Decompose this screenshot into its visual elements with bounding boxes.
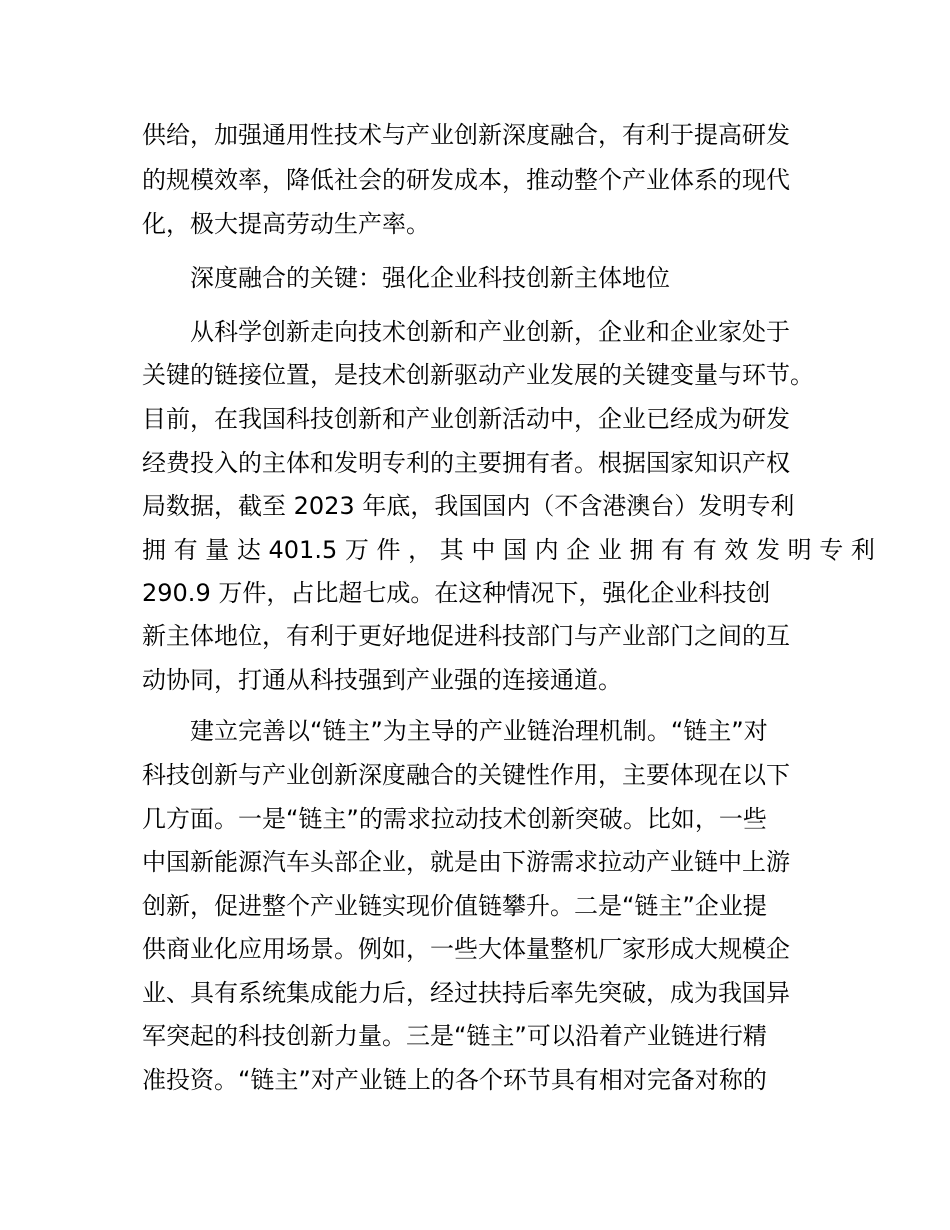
text-line: 拥 有 量 达 401.5 万 件 ， 其 中 国 内 企 业 拥 有 有 效 发 明 专 利 (142, 536, 875, 564)
text-line: 准投资。“链主”对产业链上的各个环节具有相对完备对称的 (142, 1066, 767, 1094)
text-line: 290.9 万件，占比超七成。在这种情况下，强化企业科技创 (142, 579, 771, 607)
text-line: 新主体地位，有利于更好地促进科技部门与产业部门之间的互 (142, 622, 790, 650)
text-line: 从科学创新走向技术创新和产业创新，企业和企业家处于 (190, 318, 790, 346)
text-line: 中国新能源汽车头部企业，就是由下游需求拉动产业链中上游 (142, 848, 790, 876)
text-line: 化，极大提高劳动生产率。 (142, 210, 430, 238)
text-line: 业、具有系统集成能力后，经过扶持后率先突破，成为我国异 (142, 979, 790, 1007)
text-line: 目前，在我国科技创新和产业创新活动中，企业已经成为研发 (142, 405, 790, 433)
text-line: 局数据，截至 2023 年底，我国国内（不含港澳台）发明专利 (142, 492, 795, 520)
text-line: 科技创新与产业创新深度融合的关键性作用，主要体现在以下 (142, 761, 790, 789)
text-line: 经费投入的主体和发明专利的主要拥有者。根据国家知识产权 (142, 449, 790, 477)
section-heading: 深度融合的关键：强化企业科技创新主体地位 (190, 264, 670, 292)
text-line: 供商业化应用场景。例如，一些大体量整机厂家形成大规模企 (142, 935, 790, 963)
text-line: 建立完善以“链主”为主导的产业链治理机制。“链主”对 (190, 717, 768, 745)
text-line: 创新，促进整个产业链实现价值链攀升。二是“链主”企业提 (142, 892, 767, 920)
text-line: 动协同，打通从科技强到产业强的连接通道。 (142, 666, 622, 694)
text-line: 的规模效率，降低社会的研发成本，推动整个产业体系的现代 (142, 166, 790, 194)
text-line: 供给，加强通用性技术与产业创新深度融合，有利于提高研发 (142, 121, 790, 149)
text-line: 关键的链接位置，是技术创新驱动产业发展的关键变量与环节。 (142, 361, 814, 389)
text-line: 几方面。一是“链主”的需求拉动技术创新突破。比如，一些 (142, 805, 767, 833)
text-line: 军突起的科技创新力量。三是“链主”可以沿着产业链进行精 (142, 1022, 767, 1050)
